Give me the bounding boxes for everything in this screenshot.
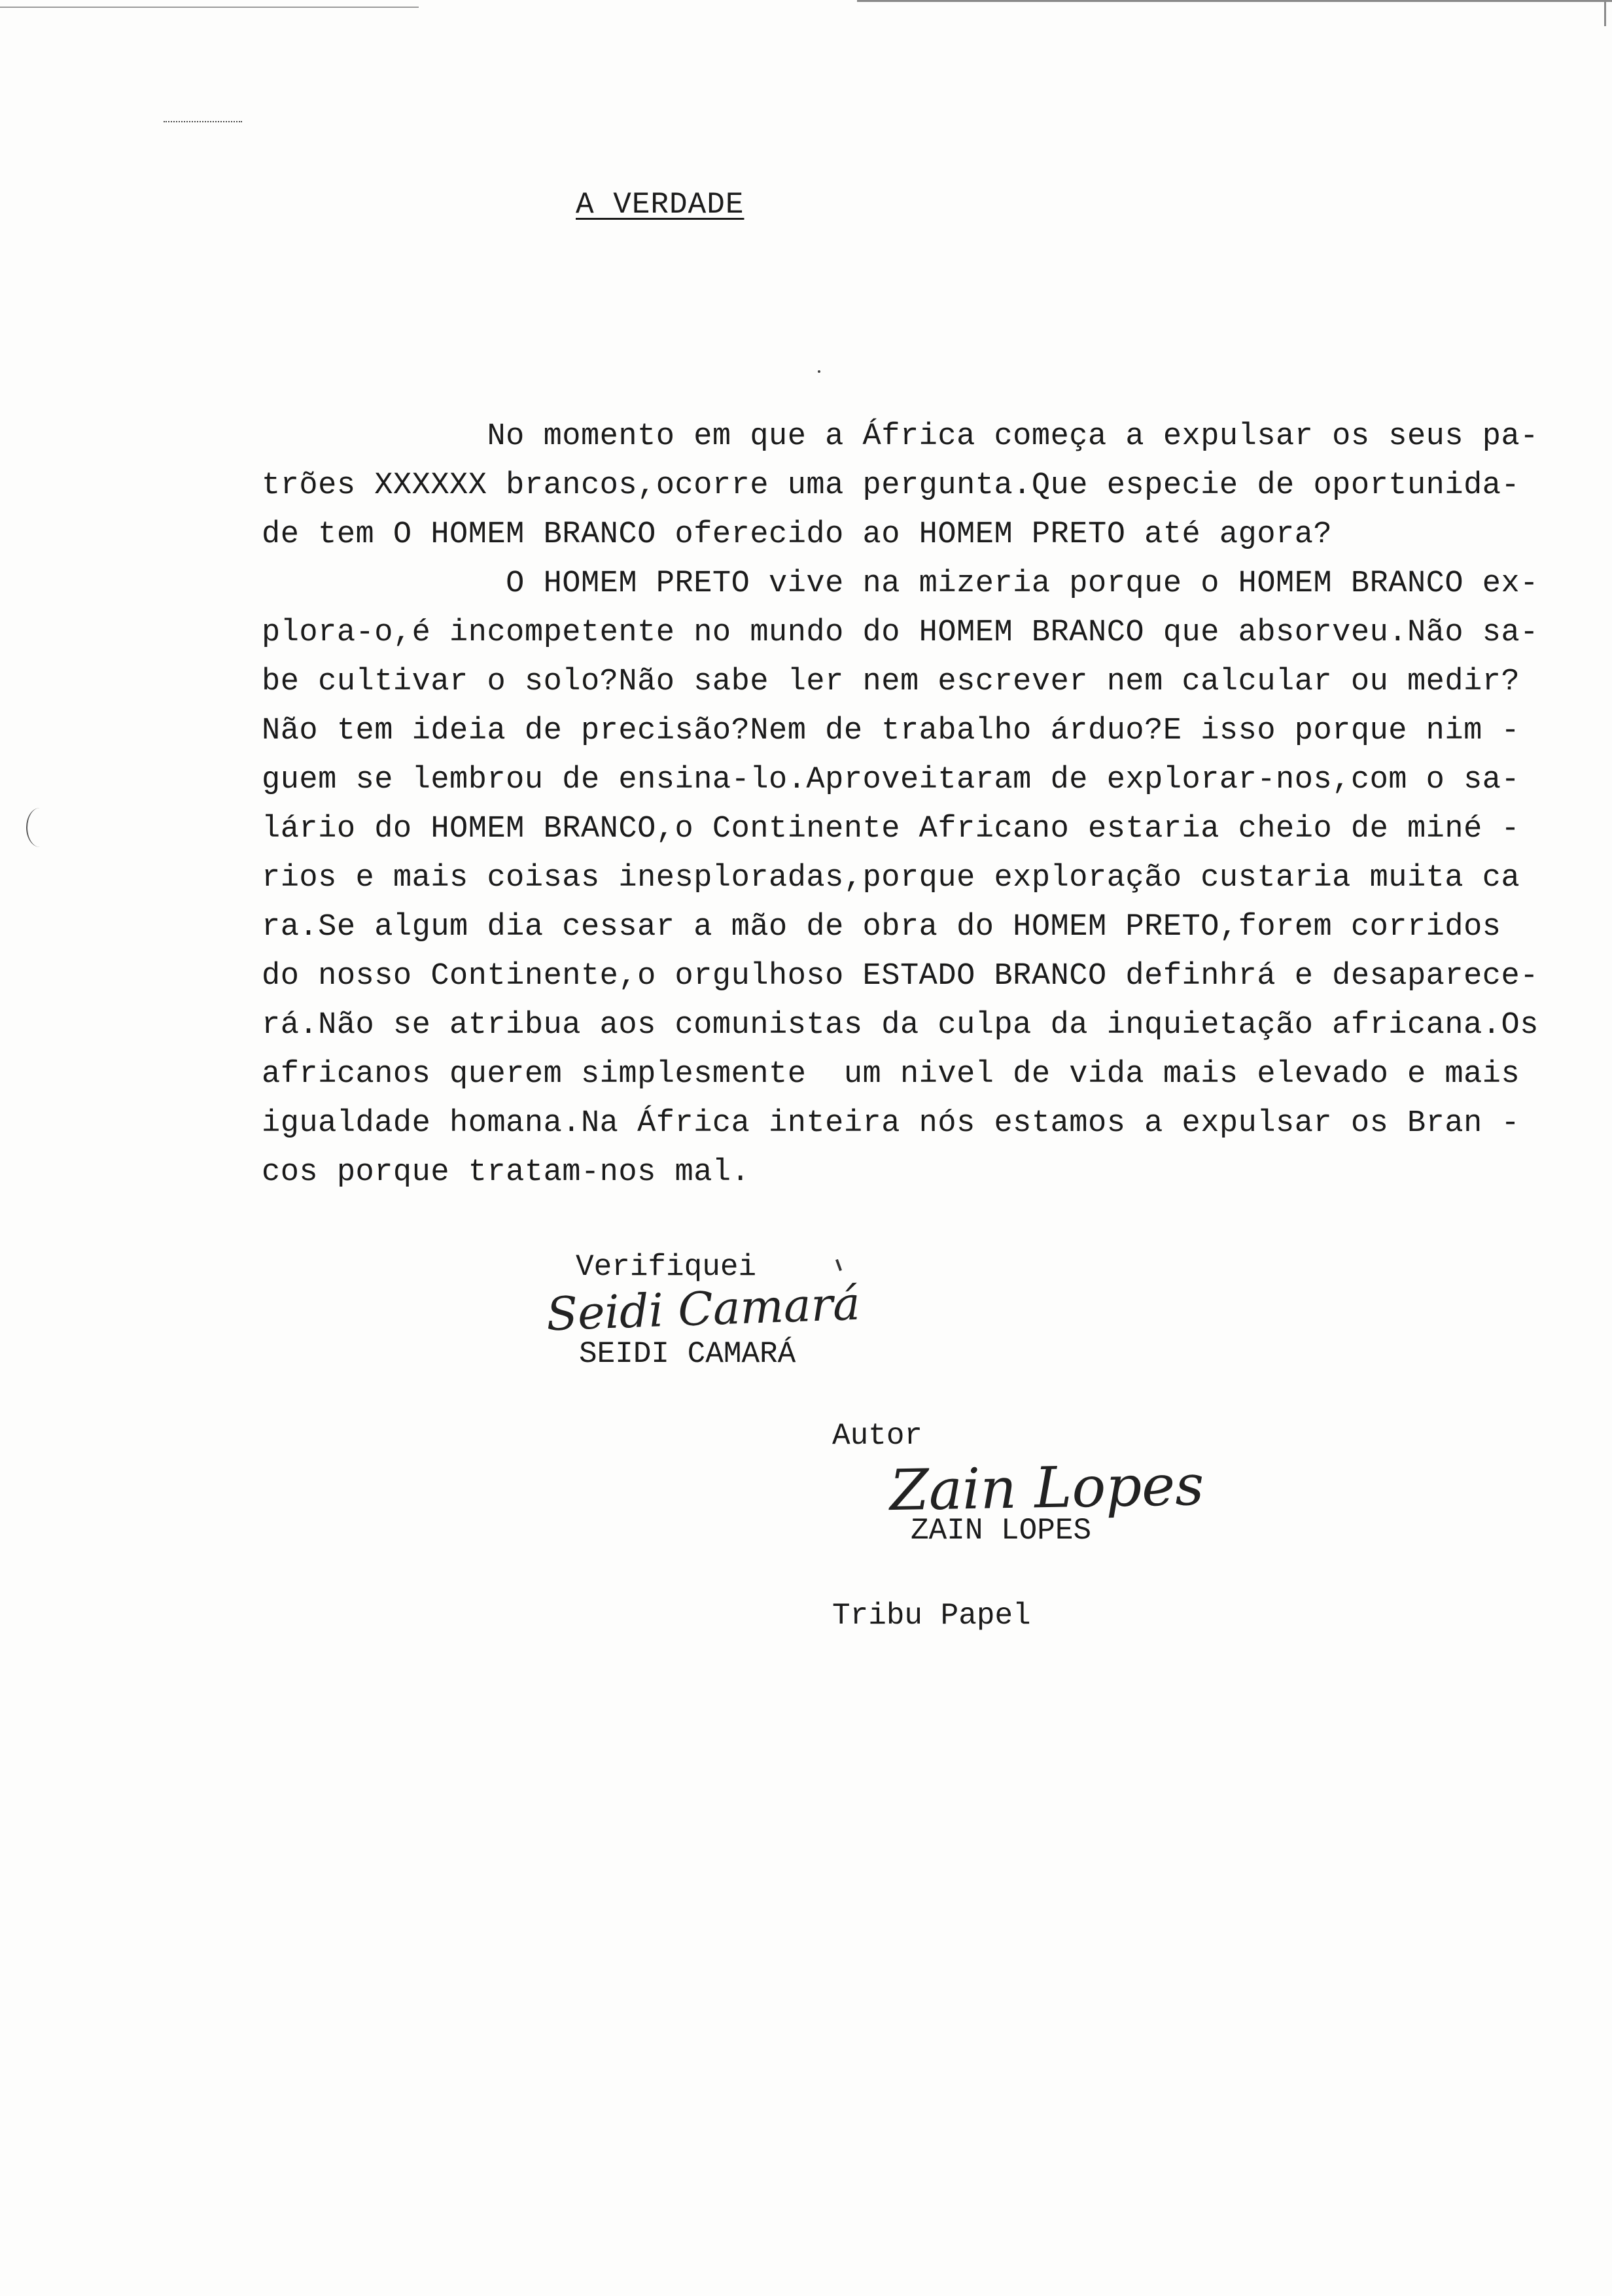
scan-border-edge [1604,0,1606,26]
document-title: A VERDADE [576,188,745,222]
author-label: Autor [832,1419,923,1453]
text-line: cos porque tratam-nos mal. [262,1155,750,1190]
text-line: igualdade homana.Na África inteira nós estamos a expulsar os Bran - [262,1106,1520,1141]
text-line: Não tem ideia de precisão?Nem de trabalho árduo?E isso porque nim - [262,714,1520,748]
body-text [262,412,1596,1197]
verifier-name: SEIDI CAMARÁ [579,1337,796,1371]
paper-mark [26,808,54,847]
text-line: trões XXXXXX brancos,ocorre uma pergunta.Que especie de oportunida- [262,468,1520,503]
text-line: No momento em que a África começa a expulsar os seus pa- [262,419,1539,454]
scan-dot [818,370,820,373]
text-line: africanos querem simplesmente um nivel de vida mais elevado e mais [262,1057,1520,1092]
text-line: ra.Se algum dia cessar a mão de obra do HOMEM PRETO,forem corridos [262,910,1501,945]
text-line: do nosso Continente,o orgulhoso ESTADO BRANCO definhrá e desaparece- [262,959,1539,994]
scan-border-line [0,7,419,8]
text-line: be cultivar o solo?Não sabe ler nem escrever nem calcular ou medir? [262,665,1520,699]
pen-tick-mark [835,1259,842,1271]
verifier-signature: Seidi Camará [545,1276,862,1342]
author-signature: Zain Lopes [889,1452,1205,1524]
text-line: rá.Não se atribua aos comunistas da culpa da inquietação africana.Os [262,1008,1539,1043]
text-line: rios e mais coisas inesploradas,porque exploração custaria muita ca [262,861,1520,896]
tribe-label: Tribu Papel [832,1599,1031,1633]
text-line: O HOMEM PRETO vive na mizeria porque o HOMEM BRANCO ex- [262,566,1539,601]
text-line: de tem O HOMEM BRANCO oferecido ao HOMEM PRETO até agora? [262,517,1333,552]
text-line: lário do HOMEM BRANCO,o Continente Africano estaria cheio de miné - [262,812,1520,846]
scan-border-line [857,0,1612,2]
author-name: ZAIN LOPES [911,1514,1092,1548]
text-line: guem se lembrou de ensina-lo.Aproveitaram de explorar-nos,com o sa- [262,763,1520,797]
scan-speck [164,121,242,126]
verified-label: Verifiquei [576,1250,757,1284]
text-line: plora-o,é incompetente no mundo do HOMEM BRANCO que absorveu.Não sa- [262,616,1539,650]
